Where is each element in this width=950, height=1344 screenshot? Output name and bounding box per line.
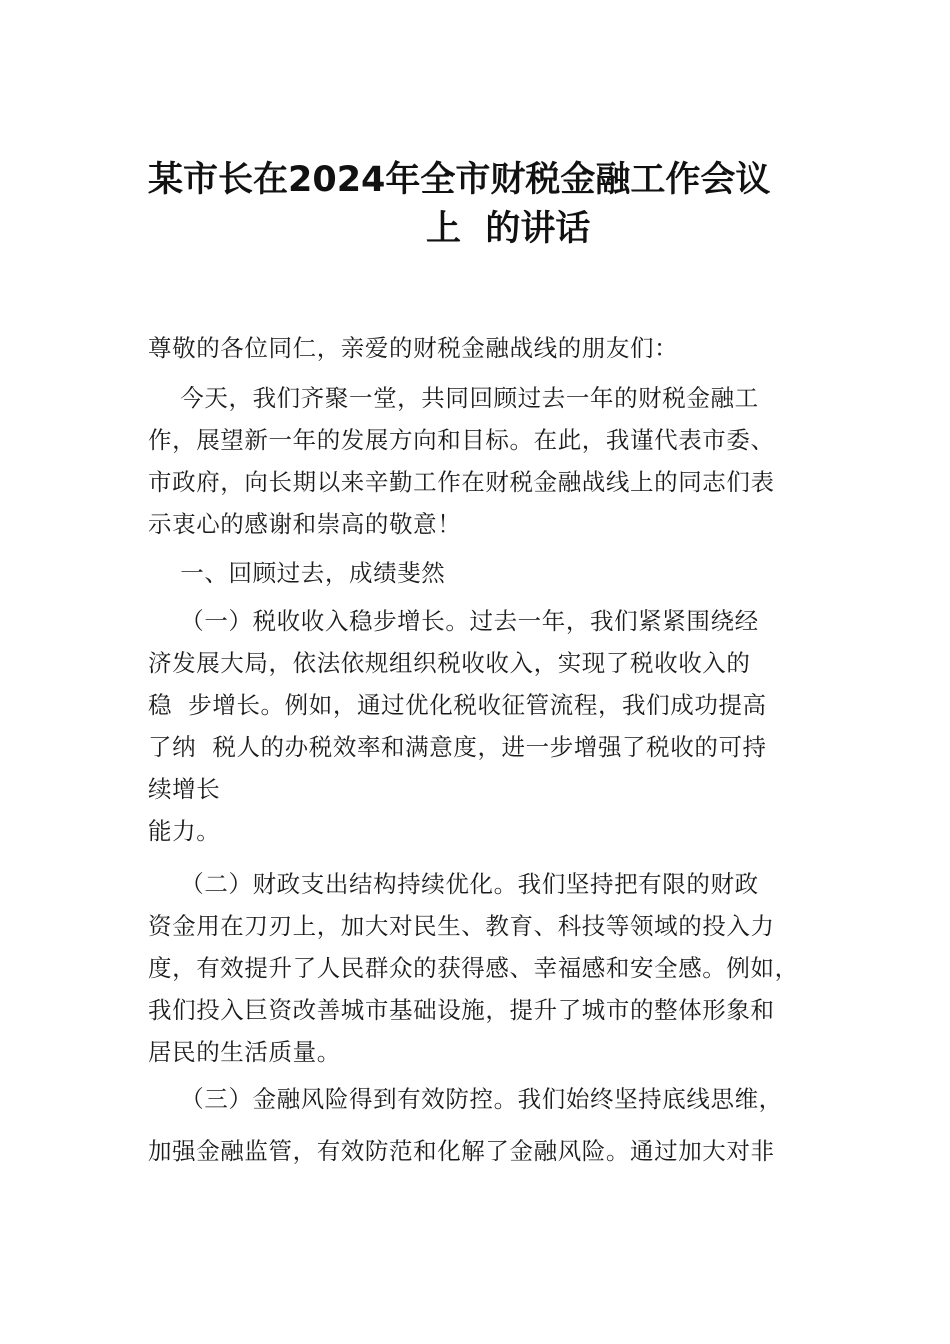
- paragraph-line: 资金用在刀刃上，加大对民生、教育、科技等领域的投入力: [148, 912, 775, 940]
- paragraph-line: 稳 步增长。例如，通过优化税收征管流程，我们成功提高: [148, 691, 767, 719]
- paragraph-line: 续增长: [148, 775, 221, 803]
- section-heading: 一、回顾过去，成绩斐然: [148, 559, 446, 587]
- document-title-line-2: 上 的讲话: [426, 209, 591, 249]
- salutation: 尊敬的各位同仁，亲爱的财税金融战线的朋友们：: [148, 334, 679, 362]
- paragraph-line: （一）税收收入稳步增长。过去一年，我们紧紧围绕经: [148, 607, 759, 635]
- paragraph-line: 加强金融监管，有效防范和化解了金融风险。通过加大对非: [148, 1137, 775, 1165]
- paragraph-line: 示衷心的感谢和崇高的敬意！: [148, 510, 462, 538]
- paragraph-line: 市政府，向长期以来辛勤工作在财税金融战线上的同志们表: [148, 468, 775, 496]
- paragraph-line: 我们投入巨资改善城市基础设施，提升了城市的整体形象和: [148, 996, 775, 1024]
- paragraph-line: 作，展望新一年的发展方向和目标。在此，我谨代表市委、: [148, 426, 775, 454]
- paragraph-line: 今天，我们齐聚一堂，共同回顾过去一年的财税金融工: [148, 384, 759, 412]
- paragraph-line: （三）金融风险得到有效防控。我们始终坚持底线思维，: [148, 1085, 783, 1113]
- paragraph-line: 了纳 税人的办税效率和满意度，进一步增强了税收的可持: [148, 733, 767, 761]
- paragraph-line: （二）财政支出结构持续优化。我们坚持把有限的财政: [148, 870, 759, 898]
- paragraph-line: 济发展大局，依法依规组织税收收入，实现了税收收入的: [148, 649, 751, 677]
- paragraph-line: 度，有效提升了人民群众的获得感、幸福感和安全感。例如，: [148, 954, 799, 982]
- paragraph-line: 居民的生活质量。: [148, 1038, 341, 1066]
- document-title-line-1: 某市长在2024年全市财税金融工作会议: [148, 160, 771, 200]
- paragraph-line: 能力。: [148, 817, 221, 845]
